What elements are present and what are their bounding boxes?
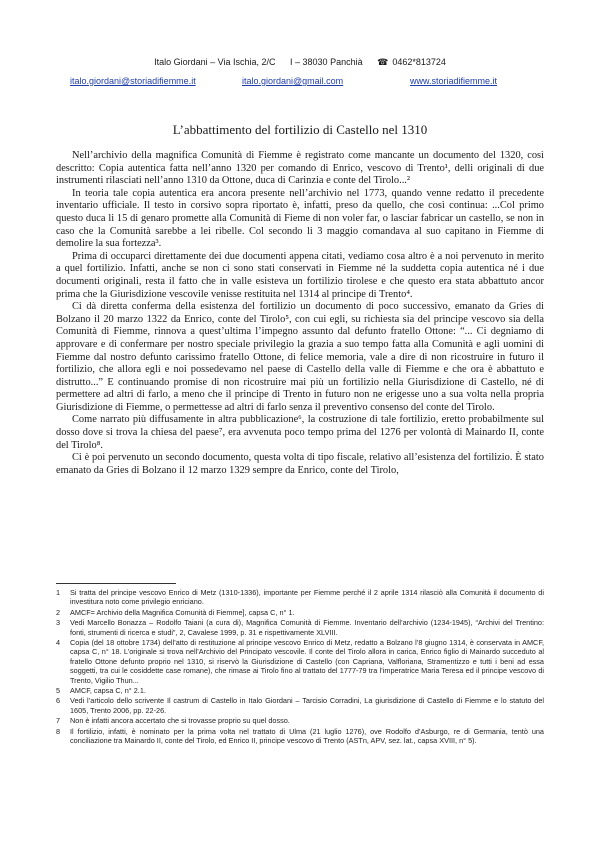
footnote-text: Non è infatti ancora accertato che si trovasse proprio su quel dosso. [70,716,290,726]
footnote [56,618,544,637]
email-link-2[interactable]: italo.giordani@gmail.com [242,76,344,86]
footnote-number: 1 [56,588,61,597]
footnote [56,696,544,715]
paragraph: Prima di occuparci direttamente dei due documenti appena citati, vediamo cosa altro è a noi pervenuto in merito a quel fortilizio. Infatti, anche se non ci sono stati conservati in Fiemme né la suddetta copia autentica né i due documenti originali, resta il fatto che in valle esisteva un fortilizio tirolese e che questo era stata abbattuto ancor prima che la Giurisdizione vescovile venisse restituita nel 1314 al principe di Trento⁴. [56,250,544,300]
author-name: Italo Giordani – Via Ischia, 2/C [154,57,276,67]
footnote [56,588,544,607]
article-title: L’abbattimento del fortilizio di Castello nel 1310 [172,122,428,137]
paragraph: Come narrato più diffusamente in altra pubblicazione⁶, la costruzione di tale fortilizio, eretto probabilmente sul dosso dove si trova la chiesa del paese⁷, era avvenuta poco tempo prima del 1276 per volontà di Mainardo II, conte del Tirolo⁸. [56,414,544,451]
footnote [56,727,544,746]
footnote [56,686,544,695]
email-link-1[interactable]: italo.giordani@storiadifiemme.it [70,76,196,86]
paragraph: Ci è poi pervenuto un secondo documento, questa volta di tipo fiscale, relativo all’esistenza del fortilizio. È stato emanato da Gries di Bolzano il 12 marzo 1329 sempre da Enrico, conte del Tirolo, [56,452,544,476]
footnote-number: 4 [56,638,61,648]
footnote [56,638,544,685]
footnote-text: AMCF, capsa C, n° 2.1. [70,686,146,696]
footnote-number: 8 [56,726,61,736]
paragraph: Ci dà diretta conferma della esistenza del fortilizio un documento di poco successivo, emanato da Gries di Bolzano il 20 marzo 1322 da Enrico, conte del Tirolo⁵, con cui egli, su richiesta sia del principe vescovo sia della Comunità di Fiemme, rinnova a quest’ultima l’impegno assunto dal defunto fratello Ottone: “... Ci degniamo di approvare e di confermare per nostro speciale privilegio la grazia a suo tempo fatta alla Comunità e agli uomini di Fiemme dal nostro defunto carissimo fratello Ottone, di felice memoria, vale a dire di non ricostruire in futuro il fortilizio, che allora egli e noi possedevamo nel paese di Castello della valle di Fiemme e che ora è abbattuto e distrutto...” E continuando promise di non ricostruire mai più un fortilizio nella Giurisdizione di Castello, né di permettere ad altri di farlo, a meno che il principe di Trento in futuro non ne erigesse uno a sua volta nella propria Giurisdizione di Fiemme, o permettesse ad altri di farlo senza il preventivo consenso del conte del Tirolo. [56,301,544,413]
footnote-number: 7 [56,716,61,726]
footnote-text: Vedi l’articolo dello scrivente Il castrum di Castello in Italo Giordani – Tarcisio Corradini, La giurisdizione di Castello di Fiemme e lo statuto del 1605, Trento 2006, pp. 22-26. [70,696,544,715]
phone-icon: ☎ [377,57,389,67]
paragraph: Nell’archivio della magnifica Comunità di Fiemme è registrato come mancante un documento del 1320, così descritto: Copia autentica fatta nell’anno 1320 per comando di Enrico, vescovo di Trento¹, delli originali di due instrumenti rilasciati nell’anno 1310 da Ottone, duca di Carinzia e conte del Tirolo...² [56,150,544,187]
footnote [56,716,544,725]
footnotes [56,588,544,747]
footnote-text: Vedi Marcello Bonazza – Rodolfo Taiani (a cura di), Magnifica Comunità di Fiemme. Inventario dell’archivio (1234-1945), “Archivi del Trentino: fonti, strumenti di ricerca e studi”, 2, Cavalese 1999, p. 31 e rispettivamente XLVIII. [70,618,544,637]
author-address [0,57,600,68]
footnote-text: Si tratta del principe vescovo Enrico di Metz (1310-1336), importante per Fiemme perché il 2 aprile 1314 rilasciò alla Comunità il documento di investitura noto come privilegio enriciano. [70,588,544,607]
article-body [56,150,544,477]
paragraph: In teoria tale copia autentica era ancora presente nell’archivio nel 1773, quando venne redatto il precedente inventario ufficiale. Il testo in corsivo sopra riportato è, infatti, preso da quello, che così continua: ...Col primo questo duca li 15 di genaro promette alla Comunità di Fieme di non voler far, o lasciar fabricar un castello, se non in caso che la Comunità sarebbe a lei ribelle. Col secondo li 3 maggio comandava al suo capitano in Fiemme di demolire la sua fortezza³. [56,187,544,250]
footnote-divider [56,583,176,584]
author-city: I – 38030 Panchià [290,57,363,67]
website-link[interactable]: www.storiadifiemme.it [410,76,498,86]
footnote-number: 3 [56,618,61,628]
footnote-number: 5 [56,686,61,696]
footnote [56,608,544,617]
footnote-text: Il fortilizio, infatti, è nominato per la prima volta nel trattato di Ulma (21 luglio 1276), ove Rodolfo d’Asburgo, re di Germania, tentò una conciliazione tra Mainardo II, conte del Tirolo, ed Enrico II, principe vescovo di Trento (ASTn, APV, sez. lat., capsa XVIII, n° 5). [70,726,544,746]
footnote-number: 2 [56,607,61,617]
footnote-number: 6 [56,696,61,706]
footnote-text: Copia (del 18 ottobre 1734) dell’atto di restituzione al principe vescovo Enrico di Metz, redatto a Bolzano l’8 giugno 1314, è conservata in AMCF, capsa C, n° 18. L’originale si trova nell’Archivio del Principato vescovile. Il conte del Tirolo allora in carica, Enrico figlio di Mainardo succeduto al fratello Ottone defunto proprio nel 1310, si riservò la Giurisdizione di Castello (con Capriana, Valfloriana, Stramentizzo e tutti i beni ad essa soggetti, tra cui le cosiddette case romane), che rimase ai Tirolo fino al trattato del 1777-79 tra l’imperatrice Maria Teresa ed il principe vescovo di Trento, Vigilio Thun... [70,638,544,685]
author-phone: ☎ 0462*813724 [377,57,446,67]
footnote-text: AMCF= Archivio della Magnifica Comunità di Fiemme], capsa C, n° 1. [70,607,295,617]
